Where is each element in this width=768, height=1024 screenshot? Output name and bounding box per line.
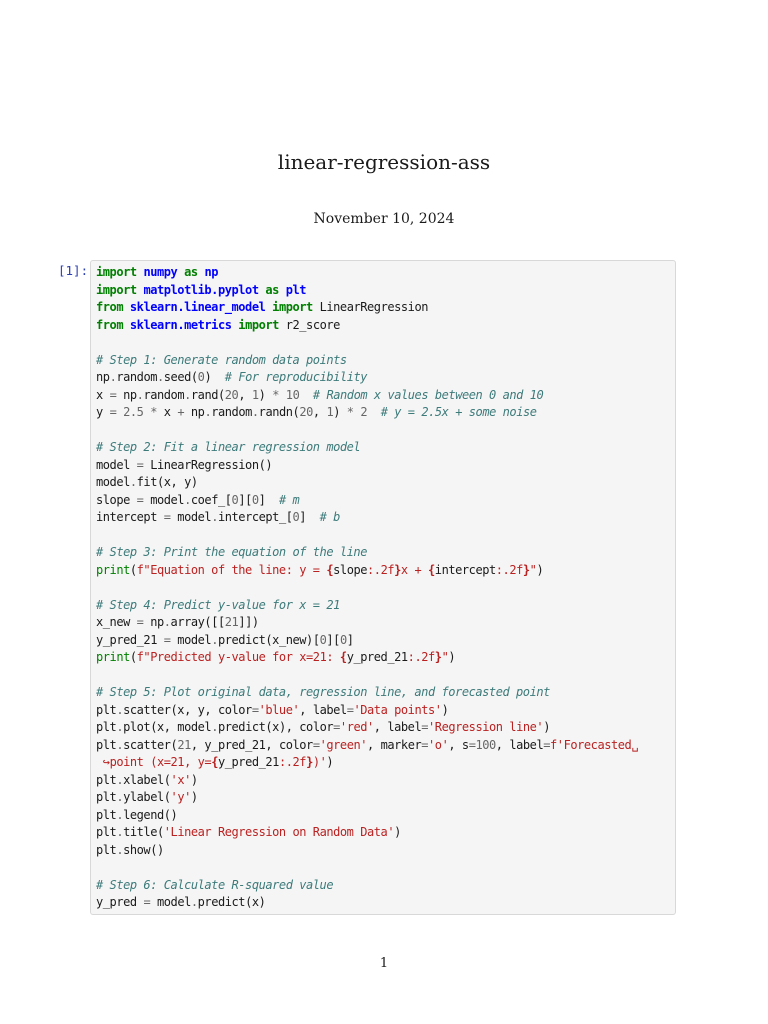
code-token: . [190,895,198,909]
code-token: plt [96,825,117,839]
code-token: 'Data points' [353,702,442,717]
code-token: . [116,702,124,717]
code-token: = [543,737,551,752]
code-token: 0 [319,632,327,647]
code-token: 100 [475,737,496,752]
code-token: coef_[ [190,492,232,507]
code-token: # For reproducibility [224,370,368,384]
code-token: = [333,720,340,734]
code-line [96,439,671,457]
code-token: . [211,510,218,524]
code-token: as [184,265,198,279]
code-token: matplotlib.pyplot [143,282,259,297]
code-token: { [326,562,334,577]
code-token: # Step 5: Plot original data, regression line, and forecasted point [96,685,550,699]
code-token: ) [536,562,544,577]
code-line [96,299,671,317]
code-token: predict(x_new)[ [217,632,320,647]
document-title: linear-regression-ass [277,150,491,174]
code-token: # Step 3: Print the equation of the line [96,545,367,559]
code-token [279,283,286,297]
code-token: = [136,615,144,629]
code-line [96,807,671,825]
code-token: # Step 1: Generate random data points [96,352,347,367]
code-token: . [116,807,124,822]
code-token: x + [400,562,429,577]
code-token: 'blue' [258,702,300,717]
code-token: y_pred_21 [346,650,408,664]
code-token: import [96,282,137,297]
code-token: 'Regression line' [428,720,544,734]
code-line [96,877,671,895]
code-token: 20 [224,387,239,402]
code-token [123,300,130,314]
code-token: 2.5 [123,405,144,419]
code-token: # Step 6: Calculate R-squared value [96,877,334,892]
code-token: ][ [238,492,252,507]
code-token: # y = 2.5x + some noise [380,405,537,419]
code-token: 0 [339,632,347,647]
code-token: = [136,492,144,507]
code-token: ( [129,562,137,577]
code-token: plt [96,842,117,857]
code-token: . [116,842,124,857]
code-token: , marker [367,737,422,752]
code-token: ) [204,370,225,384]
code-token: ) [258,387,273,402]
code-token: # Random x values between 0 and 10 [312,387,544,402]
code-token: model [143,492,185,507]
code-token: y_pred_21 [217,755,279,769]
code-token: scatter(x, y, color [123,702,252,717]
code-line [96,352,671,370]
code-token: ) [190,790,198,804]
code-token: } [434,650,442,664]
code-token: ) [543,720,550,734]
code-token: ) [190,772,198,787]
code-line [96,282,671,300]
code-token: point (x=21, y= [109,755,212,769]
code-token: f"Equation of the line: y = [136,562,327,577]
code-token: rand( [190,387,225,402]
code-line [96,317,671,335]
code-token: # b [319,510,340,524]
code-token: 2 [360,405,368,419]
code-token: plt [96,702,117,717]
code-token: 0 [231,492,239,507]
code-token: . [251,405,259,419]
code-token: . [136,387,144,402]
code-line [96,492,671,510]
code-token: , label [495,737,544,752]
code-token: LinearRegression [312,300,428,314]
code-token: fit(x, y) [136,475,198,489]
code-token: np [184,405,205,419]
code-token: . [184,492,191,507]
code-line [96,597,671,615]
code-token: y_pred_21 [96,632,164,647]
code-token: , s [448,737,469,752]
code-line [96,457,671,475]
code-token: ↪ [96,755,110,769]
code-token: . [116,790,124,804]
code-line [96,614,671,632]
code-line [96,737,671,755]
code-block[interactable] [96,264,671,912]
code-token: . [163,615,171,629]
code-token: from [96,300,124,314]
code-token: ) [394,825,401,839]
code-token: { [428,562,435,577]
code-token: , [312,405,327,419]
code-token: ) [448,650,456,664]
code-token: , y_pred_21, color [190,737,313,752]
code-token: . [211,632,218,647]
code-token: 'red' [339,720,374,734]
code-line [96,544,671,562]
code-token: ] [346,632,354,647]
code-token: # Step 4: Predict y-value for x = 21 [96,597,340,612]
code-token: 'green' [319,737,368,752]
code-line [96,824,671,842]
code-token: :.2f [407,650,435,664]
code-token: plt [96,737,117,752]
code-token: random [143,387,185,402]
code-token: x [157,405,178,419]
code-token: " [529,562,537,577]
code-token: plt [96,807,117,822]
code-token: ylabel( [123,790,171,804]
code-token: np [143,615,164,629]
code-token: print [96,650,130,664]
code-token: . [184,387,191,402]
code-token: as [265,282,279,297]
code-token: 20 [299,405,313,419]
code-line [96,334,671,352]
code-token: y [96,405,110,419]
code-token: sklearn.linear_model [129,300,266,314]
code-line [96,684,671,702]
code-token: model [96,475,130,489]
code-token: f"Predicted y-value for x=21: [136,650,340,664]
code-token: = [163,632,171,647]
code-line [96,369,671,387]
code-token: " [441,650,449,664]
code-token: * [150,405,158,419]
code-token: plt [96,790,117,804]
code-line [96,632,671,650]
code-token: 'x' [170,772,191,787]
code-token: } [522,562,530,577]
code-token: plt [96,772,117,787]
code-token: + [177,405,185,419]
code-token: . [129,475,137,489]
code-token: 21 [224,615,239,629]
code-token: 'Linear Regression on Random Data' [163,825,395,839]
code-token: = [421,737,429,752]
code-token [123,318,130,332]
code-token: plot(x, model [123,720,212,734]
code-token: random [116,370,157,384]
code-token: 1 [326,405,334,419]
code-token: from [96,317,124,332]
code-token: LinearRegression() [143,457,273,472]
code-token: model [96,457,137,472]
code-token: show() [123,842,164,857]
code-token: # Step 2: Fit a linear regression model [96,440,361,454]
code-token: model [150,895,191,909]
code-token: scatter( [123,737,178,752]
code-token: plt [96,720,117,734]
cell-prompt: [1]: [58,263,89,278]
code-token: import [238,317,279,332]
code-line [96,702,671,720]
code-token: model [170,632,212,647]
code-token: = [136,457,144,472]
code-line [96,579,671,597]
code-token: 'o' [428,737,449,752]
code-line [96,509,671,527]
code-token: . [116,720,124,734]
code-token: * [272,387,280,402]
code-token: :.2f [367,562,395,577]
code-token: . [116,737,124,752]
code-token: x [96,387,110,402]
code-token: ]]) [238,615,259,629]
code-token: = [468,737,476,752]
code-token: :.2f [495,562,523,577]
code-token: :.2f [278,755,307,769]
code-token: = [163,510,171,524]
code-line [96,404,671,422]
code-token: { [339,650,347,664]
code-token: predict(x), color [217,720,334,734]
code-token: ) [333,405,347,419]
code-token: randn( [258,405,300,419]
code-token: intercept_[ [217,510,293,524]
code-token: 0 [251,492,259,507]
code-token: ) [326,755,334,769]
code-token: 21 [177,737,191,752]
code-token: random [211,405,252,419]
code-token: title( [123,825,164,839]
code-token: 'y' [170,790,191,804]
code-token: array([[ [170,615,225,629]
code-token: } [394,562,401,577]
code-token: y_pred [96,895,144,909]
code-token: = [143,895,151,909]
code-token: . [109,370,117,384]
code-token: import [96,265,137,279]
code-token: r2_score [278,317,340,332]
code-token: sklearn.metrics [129,317,232,332]
code-token [299,388,313,402]
code-token: ][ [326,632,340,647]
code-token: . [211,720,218,734]
code-token: . [157,370,164,384]
code-token: 1 [251,387,259,402]
code-token: 10 [285,387,300,402]
code-line [96,667,671,685]
code-token: xlabel( [123,772,171,787]
code-token: np [204,265,218,279]
code-token: ( [129,650,137,664]
code-token: * [346,405,354,419]
code-line [96,474,671,492]
code-token: = [421,720,429,734]
code-line [96,649,671,667]
code-token: )' [312,755,327,769]
code-token [279,388,286,402]
code-token: = [109,405,117,419]
code-token: slope [96,492,137,507]
code-token: np [96,370,110,384]
code-token: ] [299,510,320,524]
code-token: intercept [96,510,164,524]
code-token: . [204,405,212,419]
code-line [96,859,671,877]
code-token: ] [258,492,279,507]
code-line [96,842,671,860]
code-token: , label [299,702,347,717]
code-token: print [96,562,130,577]
code-token: legend() [123,807,178,822]
code-token: 0 [197,370,205,384]
code-token: predict(x) [197,895,266,909]
code-token: numpy [143,265,178,279]
code-token: = [312,737,320,752]
code-token [367,405,381,419]
code-token: f'Forecasted [550,737,632,752]
document-date: November 10, 2024 [313,211,455,227]
code-token: = [251,702,259,717]
code-token: plt [285,282,307,297]
code-token: = [109,387,117,402]
code-token: = [346,702,354,717]
code-token: , label [373,720,422,734]
code-token: ) [441,702,449,717]
code-line [96,562,671,580]
code-token: , [238,387,252,402]
code-line [96,422,671,440]
code-line [96,754,671,772]
code-token: . [116,772,124,787]
code-token: np [116,387,137,402]
code-token: ␣ [631,737,639,752]
page-number: 1 [379,956,389,971]
code-token: 0 [292,510,300,524]
code-cell[interactable] [90,260,676,915]
code-line [96,719,671,737]
code-token: import [272,300,313,314]
code-token: . [116,825,124,839]
code-token: } [306,755,313,769]
code-line [96,264,671,282]
code-line [96,527,671,545]
code-token: model [170,510,212,524]
code-token: intercept [434,562,496,577]
code-line [96,789,671,807]
code-token: slope [333,562,368,577]
code-token: # m [278,492,300,507]
code-line [96,772,671,790]
code-token: seed( [163,370,198,384]
code-line [96,894,671,912]
code-token: x_new [96,615,137,629]
code-line [96,387,671,405]
code-token: { [211,755,218,769]
